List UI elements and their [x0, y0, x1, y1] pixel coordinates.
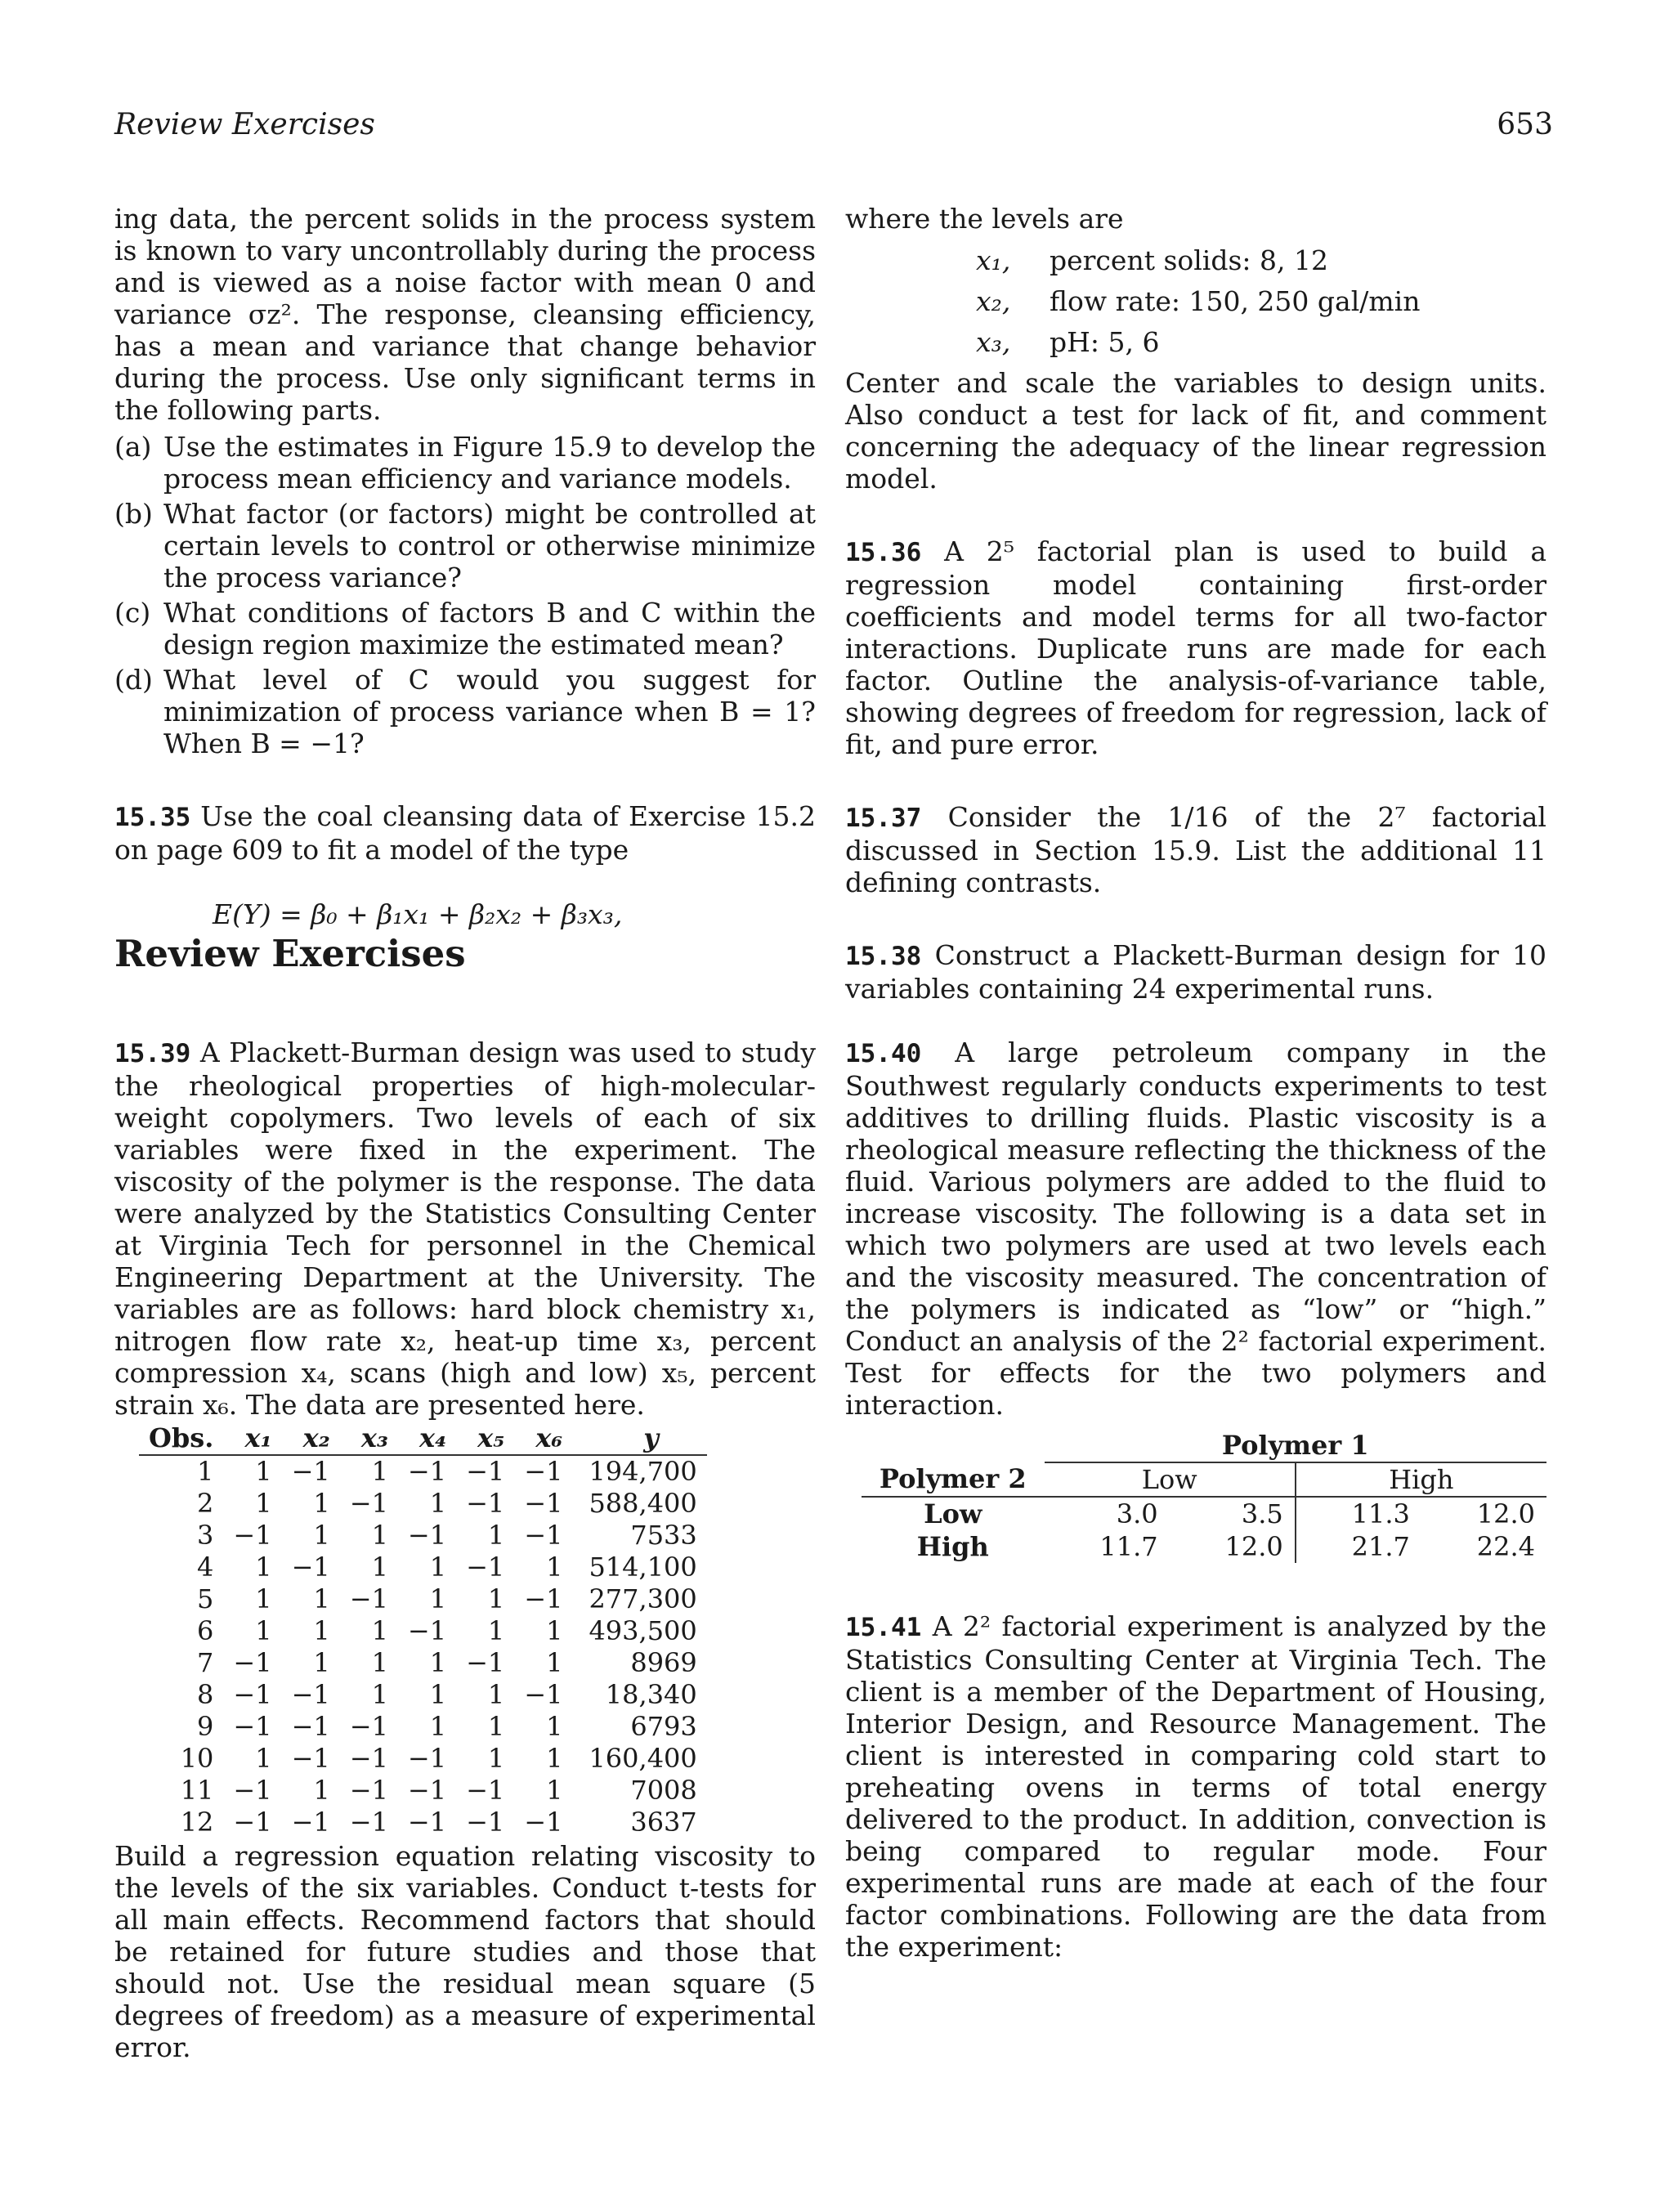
column-header: Obs. — [139, 1422, 223, 1455]
table-row — [139, 1679, 707, 1711]
factor-cell: 1 — [313, 1488, 330, 1519]
obs-cell: 5 — [197, 1583, 214, 1614]
factor-cell: 1 — [371, 1552, 388, 1583]
factor-cell: 1 — [255, 1456, 272, 1487]
factor-cell: −1 — [466, 1488, 505, 1519]
row-label: Low — [862, 1497, 1045, 1530]
factor-cell: −1 — [233, 1647, 272, 1678]
factor-cell: −1 — [407, 1743, 447, 1774]
factor-cell: 1 — [487, 1743, 505, 1774]
factor-cell: −1 — [466, 1456, 505, 1487]
level-row: x₂, flow rate: 150, 250 gal/min — [976, 284, 1421, 317]
factor-cell: −1 — [524, 1679, 563, 1710]
factor-cell: 1 — [255, 1552, 272, 1583]
factor-cell: 1 — [429, 1647, 447, 1678]
table-row — [139, 1583, 707, 1615]
factor-cell: −1 — [524, 1488, 563, 1519]
factor-cell: 1 — [546, 1711, 563, 1742]
exercise-number: 15.40 — [845, 1039, 922, 1068]
obs-cell: 9 — [197, 1711, 214, 1742]
right-bottom-column — [845, 1037, 1546, 1963]
factor-cell: 1 — [371, 1679, 388, 1710]
column-group-header: Polymer 1 — [1221, 1429, 1369, 1461]
variable-levels — [976, 240, 1546, 362]
table-body — [139, 1455, 707, 1838]
factor-cell: 1 — [313, 1615, 330, 1646]
column-level-header: High — [1296, 1462, 1546, 1497]
response-cell: 160,400 — [589, 1743, 697, 1774]
factor-cell: 1 — [546, 1775, 563, 1806]
obs-cell: 2 — [197, 1488, 214, 1519]
factor-cell: 1 — [487, 1520, 505, 1551]
factor-cell: −1 — [407, 1520, 447, 1551]
factor-cell: 1 — [371, 1647, 388, 1678]
factor-cell: −1 — [233, 1679, 272, 1710]
polymer-table — [862, 1429, 1546, 1563]
factor-cell: 1 — [255, 1583, 272, 1614]
factor-cell: 1 — [546, 1615, 563, 1646]
factor-cell: −1 — [349, 1743, 388, 1774]
factor-cell: 1 — [429, 1552, 447, 1583]
table-row — [139, 1807, 707, 1838]
factor-cell: −1 — [524, 1456, 563, 1487]
row-group-header: Polymer 2 — [879, 1463, 1027, 1494]
factor-cell: −1 — [291, 1711, 330, 1742]
column-header: x₆ — [514, 1422, 572, 1455]
obs-cell: 11 — [180, 1775, 214, 1806]
response-cell: 3637 — [630, 1807, 697, 1838]
factor-cell: 1 — [255, 1615, 272, 1646]
response-cell: 514,100 — [589, 1552, 697, 1583]
factor-cell: −1 — [466, 1775, 505, 1806]
factor-cell: 1 — [487, 1583, 505, 1614]
factor-cell: −1 — [349, 1711, 388, 1742]
factor-cell: −1 — [466, 1807, 505, 1838]
obs-cell: 6 — [197, 1615, 214, 1646]
exercise-35-continuation: Center and scale the variables to design units. Also conduct a test for lack of fit, and comment concerning the adequacy of the linear regression model. — [845, 367, 1546, 495]
factor-cell: 1 — [371, 1615, 388, 1646]
level-row: x₃, pH: 5, 6 — [976, 325, 1160, 358]
levels-intro: where the levels are — [845, 203, 1124, 235]
table-header-row — [139, 1422, 707, 1455]
factor-cell: −1 — [407, 1807, 447, 1838]
column-header: x₅ — [456, 1422, 514, 1455]
factor-cell: 1 — [313, 1583, 330, 1614]
exercise-34-parts — [114, 431, 816, 759]
column-header: x₃ — [340, 1422, 398, 1455]
factor-cell: 1 — [255, 1488, 272, 1519]
table-row: High 11.7 12.0 21.7 22.4 — [862, 1530, 1546, 1563]
exercise-39: 15.39 A Plackett-Burman design was used to study the rheological properties of high-molecular-weight copolymers. Two levels of each of six variables were fixed in the experiment. The viscosity of the polymer is the response. The data were analyzed by the Statistics Consulting Center at Virginia Tech for personnel in the Chemical Engineering Department at the University. The variables are as follows: hard block chemistry x₁, nitrogen flow rate x₂, heat-up time x₃, percent compression x₄, scans (high and low) x₅, percent strain x₆. The data are presented here. — [114, 1037, 816, 1421]
response-cell: 277,300 — [589, 1583, 697, 1614]
exercise-37: 15.37 Consider the 1/16 of the 2⁷ factorial discussed in Section 15.9. List the additional 11 defining contrasts. — [845, 801, 1546, 898]
table-row — [139, 1775, 707, 1807]
obs-cell: 10 — [180, 1743, 214, 1774]
factor-cell: 1 — [546, 1552, 563, 1583]
exercise-35: 15.35 Use the coal cleansing data of Exercise 15.2 on page 609 to fit a model of the type — [114, 800, 816, 866]
obs-cell: 7 — [197, 1647, 214, 1678]
factor-cell: −1 — [291, 1807, 330, 1838]
left-top-column — [114, 203, 816, 930]
exercise-34-continuation: ing data, the percent solids in the process system is known to vary uncontrollably during the process and is viewed as a noise factor with mean 0 and variance σz². The response, cleansing efficiency, has a mean and variance that change behavior during the process. Use only significant terms in the following parts. — [114, 203, 816, 426]
table-row — [139, 1520, 707, 1552]
obs-cell: 3 — [197, 1520, 214, 1551]
obs-cell: 12 — [180, 1807, 214, 1838]
factor-cell: −1 — [407, 1615, 447, 1646]
factor-cell: −1 — [349, 1807, 388, 1838]
exercise-number: 15.39 — [114, 1039, 191, 1068]
factor-cell: −1 — [349, 1488, 388, 1519]
factor-cell: 1 — [487, 1679, 505, 1710]
factor-cell: 1 — [313, 1520, 330, 1551]
factor-cell: 1 — [429, 1679, 447, 1710]
factor-cell: −1 — [466, 1647, 505, 1678]
factor-cell: −1 — [407, 1456, 447, 1487]
exercise-number: 15.35 — [114, 803, 191, 832]
factor-cell: 1 — [487, 1711, 505, 1742]
table-row: Low 3.0 3.5 11.3 12.0 — [862, 1497, 1546, 1530]
running-header: Review Exercises — [114, 108, 375, 141]
response-cell: 194,700 — [589, 1456, 697, 1487]
factor-cell: −1 — [524, 1520, 563, 1551]
obs-cell: 8 — [197, 1679, 214, 1710]
response-cell: 7008 — [630, 1775, 697, 1806]
factor-cell: −1 — [291, 1743, 330, 1774]
factor-cell: −1 — [524, 1583, 563, 1614]
factor-cell: 1 — [429, 1583, 447, 1614]
table-row — [139, 1488, 707, 1520]
response-cell: 8969 — [630, 1647, 697, 1678]
factor-cell: −1 — [291, 1456, 330, 1487]
column-header: x₄ — [398, 1422, 456, 1455]
left-bottom-column — [114, 1037, 816, 2063]
table-row — [139, 1615, 707, 1647]
factor-cell: 1 — [255, 1743, 272, 1774]
table-row — [139, 1711, 707, 1743]
page-number: 653 — [1497, 108, 1553, 141]
factor-cell: 1 — [313, 1647, 330, 1678]
exercise-40: 15.40 A large petroleum company in the Southwest regularly conducts experiments to test additives to drilling fluids. Plastic viscosity is a rheological measure reflecting the thickness of the fluid. Various polymers are added to the fluid to increase viscosity. The following is a data set in which two polymers are used at two levels each and the viscosity measured. The concentration of the polymers is indicated as “low” or “high.” Conduct an analysis of the 2² factorial experiment. Test for effects for the two polymers and interaction. — [845, 1037, 1546, 1421]
plackett-burman-table — [139, 1422, 707, 1838]
factor-cell: −1 — [291, 1552, 330, 1583]
obs-cell: 1 — [197, 1456, 214, 1487]
level-row: x₁, percent solids: 8, 12 — [976, 244, 1328, 276]
section-title: Review Exercises — [114, 932, 466, 975]
column-level-header: Low — [1045, 1462, 1296, 1497]
part-c: (c) What conditions of factors B and C within the design region maximize the estimated mean? — [114, 597, 816, 660]
table-row — [139, 1552, 707, 1583]
factor-cell: −1 — [233, 1711, 272, 1742]
factor-cell: −1 — [233, 1775, 272, 1806]
exercise-number: 15.41 — [845, 1613, 922, 1642]
factor-cell: −1 — [349, 1775, 388, 1806]
exercise-number: 15.37 — [845, 804, 922, 833]
factor-cell: 1 — [313, 1775, 330, 1806]
part-a: (a) Use the estimates in Figure 15.9 to develop the process mean efficiency and variance models. — [114, 431, 816, 495]
response-cell: 6793 — [630, 1711, 697, 1742]
factor-cell: −1 — [233, 1807, 272, 1838]
exercise-41: 15.41 A 2² factorial experiment is analyzed by the Statistics Consulting Center at Virginia Tech. The client is a member of the Department of Housing, Interior Design, and Resource Management. The client is interested in comparing cold start to preheating ovens in terms of total energy delivered to the product. In addition, convection is being compared to regular mode. Four experimental runs are made at each of the four factor combinations. Following are the data from the experiment: — [845, 1610, 1546, 1963]
table-row — [139, 1455, 707, 1488]
factor-cell: −1 — [407, 1775, 447, 1806]
table-row — [139, 1647, 707, 1679]
response-cell: 493,500 — [589, 1615, 697, 1646]
column-header: x₁ — [223, 1422, 281, 1455]
factor-cell: 1 — [429, 1711, 447, 1742]
part-d: (d) What level of C would you suggest for minimization of process variance when B = 1? When B = −1? — [114, 664, 816, 759]
part-b: (b) What factor (or factors) might be controlled at certain levels to control or otherwise minimize the process variance? — [114, 498, 816, 593]
factor-cell: 1 — [371, 1456, 388, 1487]
factor-cell: 1 — [546, 1647, 563, 1678]
column-header: x₂ — [282, 1422, 340, 1455]
response-cell: 7533 — [630, 1520, 697, 1551]
factor-cell: −1 — [524, 1807, 563, 1838]
response-cell: 18,340 — [605, 1679, 697, 1710]
response-cell: 588,400 — [589, 1488, 697, 1519]
factor-cell: −1 — [349, 1583, 388, 1614]
exercise-38: 15.38 Construct a Plackett-Burman design for 10 variables containing 24 experimental runs. — [845, 939, 1546, 1005]
exercise-number: 15.38 — [845, 942, 922, 971]
factor-cell: −1 — [291, 1679, 330, 1710]
factor-cell: 1 — [429, 1488, 447, 1519]
exercise-36: 15.36 A 2⁵ factorial plan is used to build a regression model containing first-order coefficients and model terms for all two-factor interactions. Duplicate runs are made for each factor. Outline the analysis-of-variance table, showing degrees of freedom for regression, lack of fit, and pure error. — [845, 535, 1546, 760]
table-row — [139, 1743, 707, 1775]
exercise-39-question: Build a regression equation relating viscosity to the levels of the six variables. Conduct t-tests for all main effects. Recommend factors that should be retained for future studies and those that should not. Use the residual mean square (5 degrees of freedom) as a measure of experimental error. — [114, 1840, 816, 2063]
obs-cell: 4 — [197, 1552, 214, 1583]
factor-cell: −1 — [233, 1520, 272, 1551]
exercise-number: 15.36 — [845, 538, 922, 567]
column-header: y — [572, 1422, 706, 1455]
right-top-column — [845, 203, 1546, 1005]
factor-cell: 1 — [546, 1743, 563, 1774]
factor-cell: 1 — [487, 1615, 505, 1646]
row-label: High — [916, 1530, 989, 1562]
factor-cell: −1 — [466, 1552, 505, 1583]
factor-cell: 1 — [371, 1520, 388, 1551]
model-equation: E(Y) = β₀ + β₁x₁ + β₂x₂ + β₃x₃, — [213, 898, 623, 930]
